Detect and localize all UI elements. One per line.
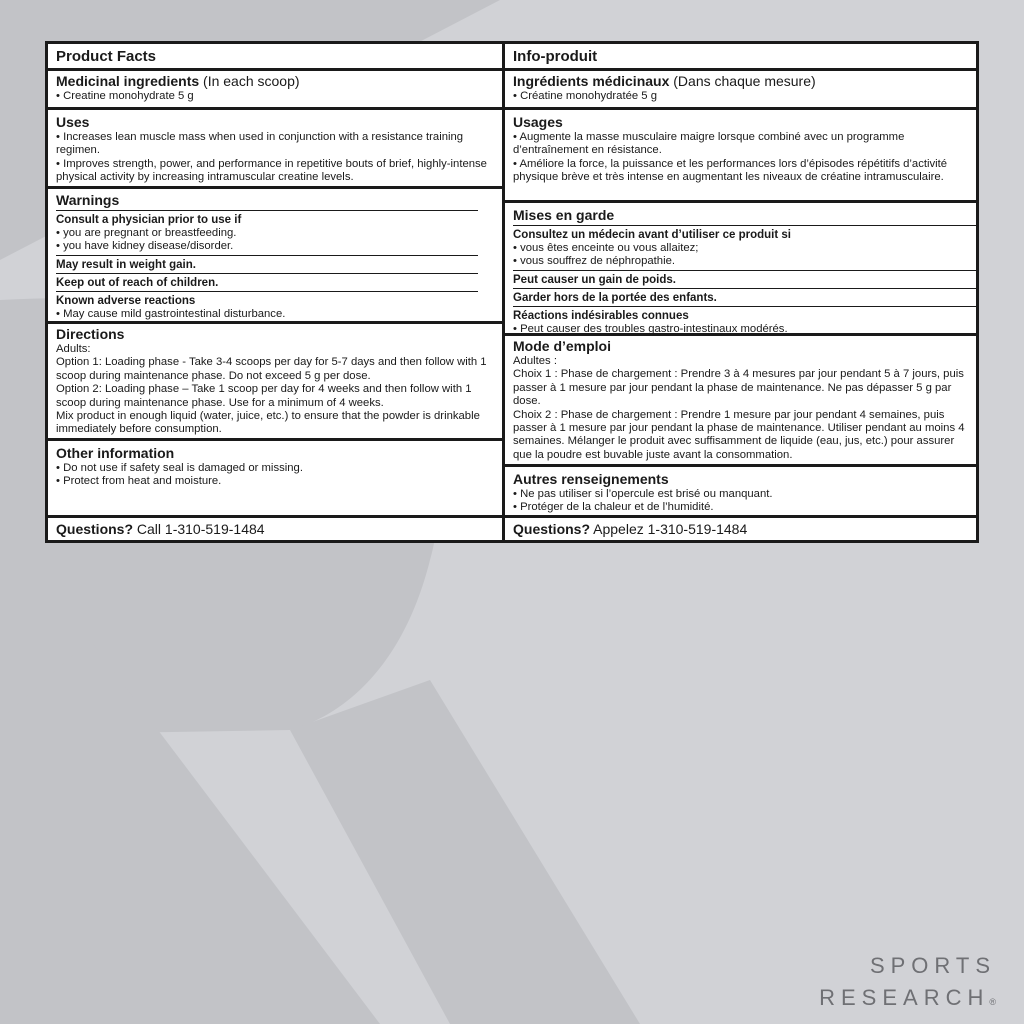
fr-uses-heading: Usages <box>513 114 563 130</box>
fr-uses-item: • Augmente la masse musculaire maigre lorsque combiné avec un programme d’entraînement en résistance. <box>513 131 905 157</box>
en-ingredients-heading: Medicinal ingredients <box>56 73 200 89</box>
rule <box>56 291 478 292</box>
fr-ingredients-heading: Ingrédients médicinaux <box>513 73 670 89</box>
en-consult-heading: Consult a physician prior to use if <box>56 214 242 226</box>
rule <box>513 306 976 307</box>
en-consult-item: • you are pregnant or breastfeeding. <box>56 227 237 239</box>
brand-wordmark <box>819 950 996 1018</box>
fr-warnings <box>505 203 976 333</box>
fr-consult-item: • vous souffrez de néphropathie. <box>513 255 676 268</box>
en-other-item: • Do not use if safety seal is damaged or missing. <box>56 462 303 474</box>
fr-adverse-heading: Réactions indésirables connues <box>513 309 689 322</box>
fr-consult-item: • vous êtes enceinte ou vous allaitez; <box>513 242 699 254</box>
fr-directions-line: Choix 1 : Phase de chargement : Prendre 3 à 4 mesures par jour pendant 5 à 7 jours, puis passer à 1 mesure par jour pendant la phase de maintenance. Ne pas dépasser 5 g par dose. <box>513 368 964 408</box>
french-column <box>505 44 976 540</box>
fr-uses <box>505 110 976 200</box>
fr-directions-line: Adultes : <box>513 355 557 367</box>
rule <box>56 210 478 211</box>
brand-line-2: RESEARCH <box>819 985 990 1010</box>
registered-mark: ® <box>989 997 996 1007</box>
fr-adverse-item: • Peut causer des troubles gastro-intestinaux modérés. <box>513 322 788 333</box>
fr-questions-phone: Appelez 1-310-519-1484 <box>593 521 748 537</box>
rule <box>56 273 478 274</box>
fr-uses-item: • Améliore la force, la puissance et les performances lors d’épisodes répétitifs d’activité physique brève et très intense en augmentant les niveaux de créatine intramusculaire. <box>513 157 948 184</box>
en-title: Product Facts <box>56 48 157 65</box>
rule <box>513 288 976 289</box>
en-directions <box>48 324 502 438</box>
fr-ingredients <box>505 71 976 107</box>
fr-title-row <box>505 44 976 68</box>
fr-questions-label: Questions? <box>513 521 591 537</box>
en-directions-line: Option 1: Loading phase - Take 3-4 scoops per day for 5-7 days and then follow with 1 scoop during maintenance phase. Do not exceed 5 g per dose. <box>56 356 487 382</box>
en-directions-line: Adults: <box>56 343 91 355</box>
en-adverse-item: • May cause mild gastrointestinal disturbance. <box>56 307 286 320</box>
fr-directions <box>505 336 976 464</box>
fr-ingredient-item: • Créatine monohydratée 5 g <box>513 90 657 102</box>
fr-consult-heading: Consultez un médecin avant d’utiliser ce produit si <box>513 229 791 241</box>
fr-questions <box>505 518 976 540</box>
rule <box>513 270 976 271</box>
en-ingredient-item: • Creatine monohydrate 5 g <box>56 90 194 102</box>
en-ingredients <box>48 71 502 107</box>
en-reach-warning: Keep out of reach of children. <box>56 276 219 289</box>
en-uses-item: • Improves strength, power, and performance in repetitive bouts of brief, highly-intense physical activity by increasing intramuscular creatine levels. <box>56 157 487 184</box>
en-directions-line: Option 2: Loading phase – Take 1 scoop per day for 4 weeks and then follow with 1 scoop during maintenance phase. Use for a minimum of 4 weeks. <box>56 383 472 409</box>
en-questions-label: Questions? <box>56 521 134 537</box>
en-uses-item: • Increases lean muscle mass when used in conjunction with a resistance training regimen. <box>56 131 464 157</box>
en-other-heading: Other information <box>56 445 175 461</box>
fr-other-item: • Ne pas utiliser si l’opercule est brisé ou manquant. <box>513 488 773 500</box>
rule <box>56 255 478 256</box>
rule <box>513 225 976 226</box>
fr-directions-heading: Mode d’emploi <box>513 338 611 354</box>
en-other-item: • Protect from heat and moisture. <box>56 475 222 488</box>
fr-other-item: • Protéger de la chaleur et de l’humidité. <box>513 501 714 514</box>
fr-directions-line: Choix 2 : Phase de chargement : Prendre 1 mesure par jour pendant 4 semaines, puis passer à 1 mesure par jour pendant la phase de maintenance. Utiliser pendant au moins 4 semaines. Mélanger le produit avec suffisamment de liquide (eau, jus, etc.) pour assurer que la poudre est buvable juste avant la consommation. <box>513 408 965 461</box>
fr-title: Info-produit <box>513 48 598 65</box>
product-label <box>45 41 979 543</box>
en-adverse-heading: Known adverse reactions <box>56 294 196 307</box>
en-questions <box>48 518 502 540</box>
fr-warnings-heading: Mises en garde <box>513 207 615 223</box>
en-directions-line: Mix product in enough liquid (water, juice, etc.) to ensure that the powder is drinkable immediately before consumption. <box>56 410 480 436</box>
english-column <box>48 44 502 540</box>
fr-ingredients-qualifier: (Dans chaque mesure) <box>673 73 816 89</box>
en-questions-phone: Call 1-310-519-1484 <box>136 521 265 537</box>
en-title-row <box>48 44 502 68</box>
brand-line-1: SPORTS <box>869 953 996 978</box>
en-warnings-heading: Warnings <box>56 192 120 208</box>
fr-reach-warning: Garder hors de la portée des enfants. <box>513 291 717 304</box>
fr-other-info <box>505 467 976 515</box>
fr-weight-warning: Peut causer un gain de poids. <box>513 273 676 286</box>
en-directions-heading: Directions <box>56 326 125 342</box>
en-warnings <box>48 189 502 321</box>
en-uses <box>48 110 502 186</box>
fr-other-heading: Autres renseignements <box>513 471 669 487</box>
en-uses-heading: Uses <box>56 114 90 130</box>
en-other-info <box>48 441 502 515</box>
en-weight-warning: May result in weight gain. <box>56 258 196 271</box>
en-consult-item: • you have kidney disease/disorder. <box>56 240 234 253</box>
en-ingredients-qualifier: (In each scoop) <box>203 73 300 89</box>
